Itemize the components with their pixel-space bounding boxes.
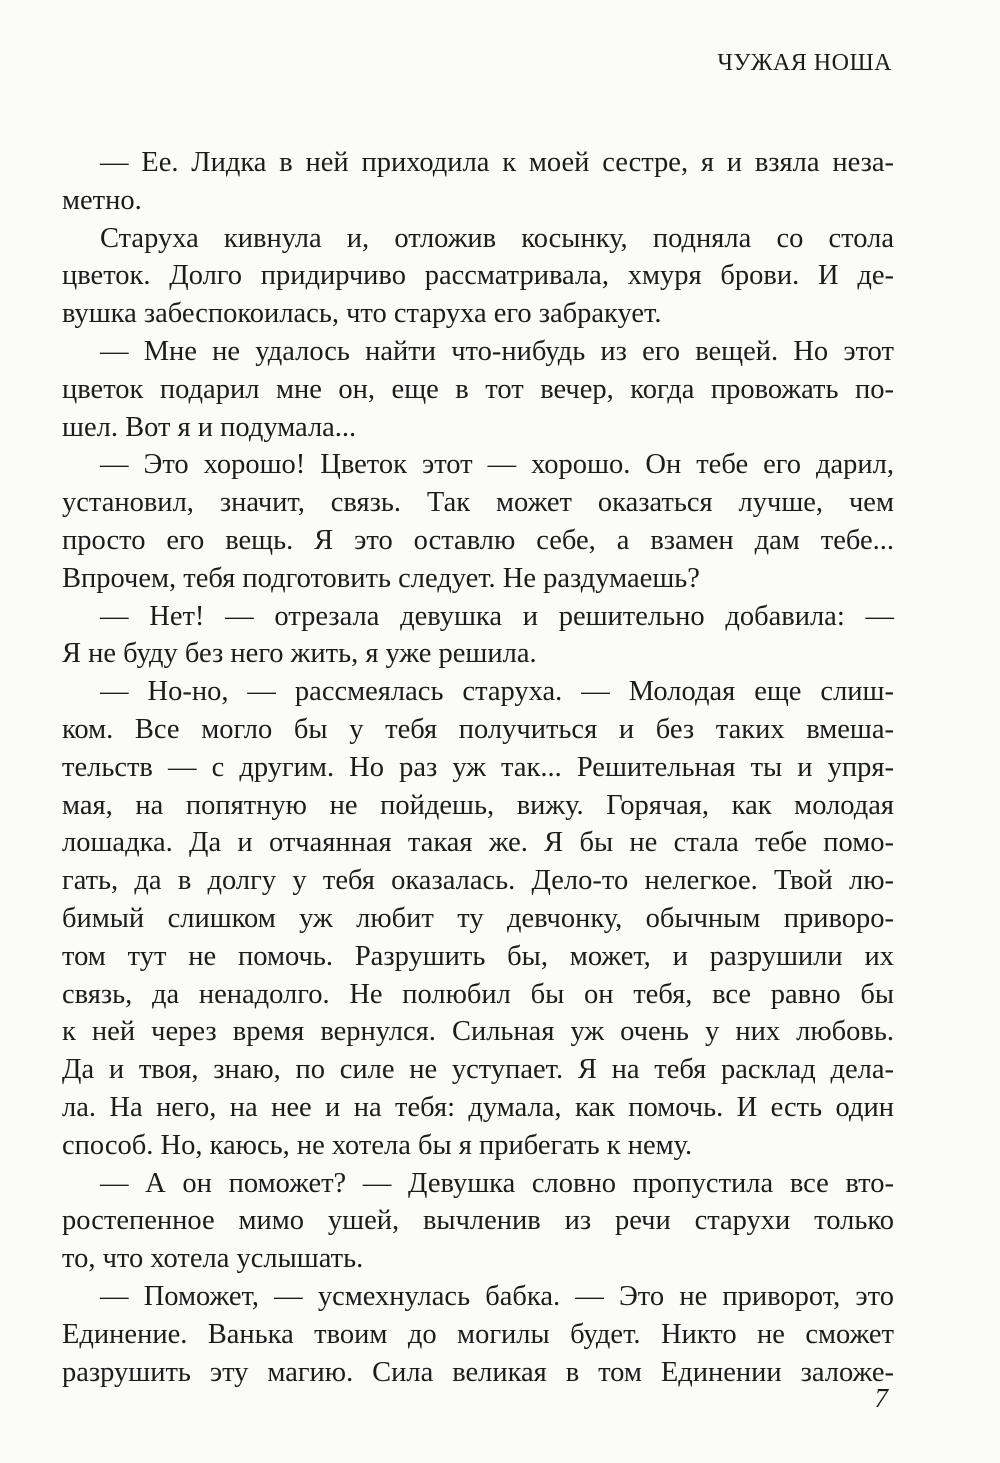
text-line: ла. На него, на нее и на тебя: думала, как помочь. И есть один [62, 1091, 894, 1123]
text-line: тельств — с другим. Но раз уж так... Решительная ты и упря- [62, 751, 894, 783]
text-line: ростепенное мимо ушей, вычленив из речи старухи только [62, 1205, 894, 1237]
text-line: лошадка. Да и отчаянная такая же. Я бы не стала тебе помо- [62, 827, 894, 859]
text-line: Да и твоя, знаю, по силе не уступает. Я на тебя расклад дела- [62, 1054, 894, 1086]
text-line: бимый слишком уж любит ту девчонку, обычным приворо- [62, 902, 894, 934]
text-line: — Нет! — отрезала девушка и решительно добавила: — [100, 600, 894, 632]
text-line: связь, да ненадолго. Не полюбил бы он тебя, все равно бы [62, 978, 894, 1010]
page-number: 7 [874, 1383, 888, 1413]
paragraph [62, 1278, 894, 1391]
text-line: — Это хорошо! Цветок этот — хорошо. Он тебе его дарил, [100, 449, 894, 481]
text-line: — Ее. Лидка в ней приходила к моей сестре, я и взяла неза- [100, 147, 894, 178]
text-line: ком. Все могло бы у тебя получиться и без таких вмеша- [62, 713, 894, 745]
text-line: — Но-но, — рассмеялась старуха. — Молодая еще слиш- [100, 676, 894, 708]
paragraph [62, 1165, 894, 1278]
text-line: вушка забеспокоилась, что старуха его забракует. [62, 298, 662, 330]
text-line: шел. Вот я и подумала... [62, 411, 357, 443]
paragraph [62, 673, 894, 1164]
text-line: гать, да в долгу у тебя оказалась. Дело-то нелегкое. Твой лю- [62, 865, 894, 897]
text-line: к ней через время вернулся. Сильная уж очень у них любовь. [62, 1016, 894, 1048]
text-line: Впрочем, тебя подготовить следует. Не раздумаешь? [62, 562, 700, 594]
paragraph [62, 144, 894, 220]
body-text [62, 144, 894, 1391]
text-line: — А он поможет? — Девушка словно пропустила все вто- [100, 1167, 894, 1199]
text-line: метно. [62, 184, 142, 216]
text-line: Старуха кивнула и, отложив косынку, подняла со стола [100, 222, 894, 254]
paragraph [62, 598, 894, 674]
text-line: цветок подарил мне он, еще в тот вечер, когда провожать по- [62, 373, 894, 405]
paragraph [62, 446, 894, 597]
text-line: цветок. Долго придирчиво рассматривала, хмуря брови. И де- [62, 260, 894, 292]
text-line: — Поможет, — усмехнулась бабка. — Это не приворот, это [100, 1280, 894, 1312]
text-line: — Мне не удалось найти что-нибудь из его вещей. Но этот [100, 335, 894, 367]
text-line: способ. Но, каюсь, не хотела бы я прибегать к нему. [62, 1129, 693, 1161]
text-line: мая, на попятную не пойдешь, вижу. Горячая, как молодая [62, 789, 894, 821]
paragraph [62, 220, 894, 333]
text-line: установил, значит, связь. Так может оказаться лучше, чем [62, 487, 894, 519]
running-title: ЧУЖАЯ НОША [717, 50, 892, 76]
text-line: то, что хотела услышать. [62, 1243, 364, 1275]
text-line: том тут не помочь. Разрушить бы, может, и разрушили их [62, 940, 894, 972]
text-line: просто его вещь. Я это оставлю себе, а взамен дам тебе... [62, 524, 894, 556]
text-line: Я не буду без него жить, я уже решила. [62, 638, 537, 670]
paragraph [62, 333, 894, 446]
text-line: разрушить эту магию. Сила великая в том Единении заложе- [62, 1356, 894, 1388]
text-line: Единение. Ванька твоим до могилы будет. Никто не сможет [62, 1318, 894, 1350]
